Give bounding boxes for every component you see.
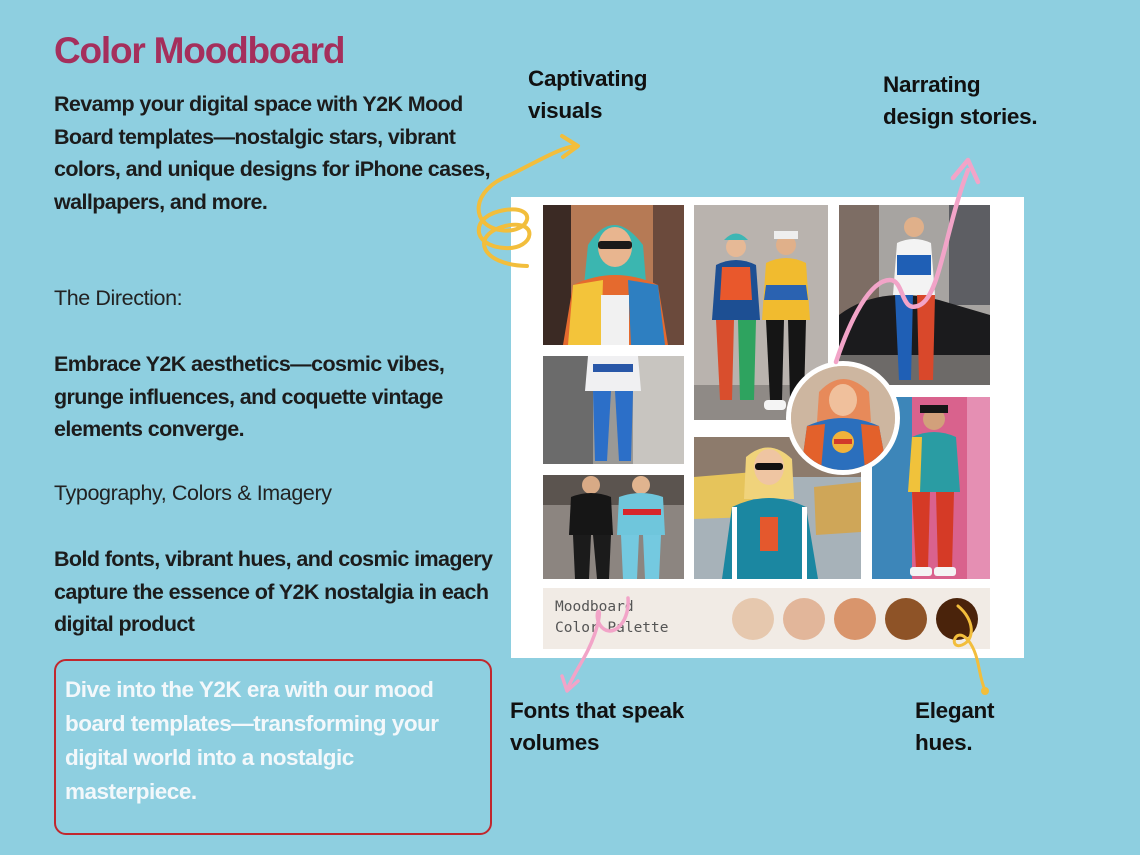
palette-label-line: Color Palette <box>555 620 669 636</box>
callout-box <box>54 659 492 835</box>
annotation-line: visuals <box>528 98 603 123</box>
moodboard-photo <box>543 475 684 579</box>
yellow-arrowhead-icon <box>562 136 578 157</box>
annotation-elegant-hues <box>915 695 994 759</box>
annotation-narrating-design-stories <box>883 69 1037 133</box>
annotation-line: volumes <box>510 730 600 755</box>
color-swatch <box>783 598 825 640</box>
annotation-captivating-visuals <box>528 63 647 127</box>
yellow-dot-icon <box>981 687 989 695</box>
annotation-fonts-speak-volumes <box>510 695 684 759</box>
color-swatch <box>885 598 927 640</box>
moodboard-circle-photo <box>786 361 900 475</box>
page-title: Color Moodboard <box>54 30 345 71</box>
moodboard-photo <box>543 205 684 345</box>
annotation-line: design stories. <box>883 104 1038 129</box>
direction-label: The Direction: <box>54 286 183 310</box>
annotation-line: Fonts that speak <box>510 698 684 723</box>
color-swatch <box>834 598 876 640</box>
direction-paragraph: Embrace Y2K aesthetics—cosmic vibes, grunge influences, and coquette vintage elements converge. <box>54 352 445 441</box>
color-swatch <box>732 598 774 640</box>
annotation-line: hues. <box>915 730 973 755</box>
moodboard-card <box>511 197 1024 658</box>
annotation-line: Narrating <box>883 72 981 97</box>
callout-text: Dive into the Y2K era with our mood board templates—transforming your digital world into a nostalgic masterpiece. <box>65 677 439 804</box>
intro-paragraph: Revamp your digital space with Y2K Mood Board templates—nostalgic stars, vibrant colors, and unique designs for iPhone cases, wallpapers, and more. <box>54 92 490 214</box>
annotation-line: Captivating <box>528 66 648 91</box>
moodboard-photo <box>839 205 990 385</box>
moodboard-photo <box>543 356 684 464</box>
pink-arrowhead-icon <box>562 676 578 691</box>
annotation-line: Elegant <box>915 698 995 723</box>
typography-label: Typography, Colors & Imagery <box>54 481 332 505</box>
typography-paragraph: Bold fonts, vibrant hues, and cosmic imagery capture the essence of Y2K nostalgia in each digital product <box>54 547 493 636</box>
color-swatch <box>936 598 978 640</box>
palette-label-line: Moodboard <box>555 599 634 615</box>
pink-arrowhead-icon <box>953 160 978 182</box>
palette-label <box>555 597 669 639</box>
color-palette-bar <box>543 588 990 649</box>
